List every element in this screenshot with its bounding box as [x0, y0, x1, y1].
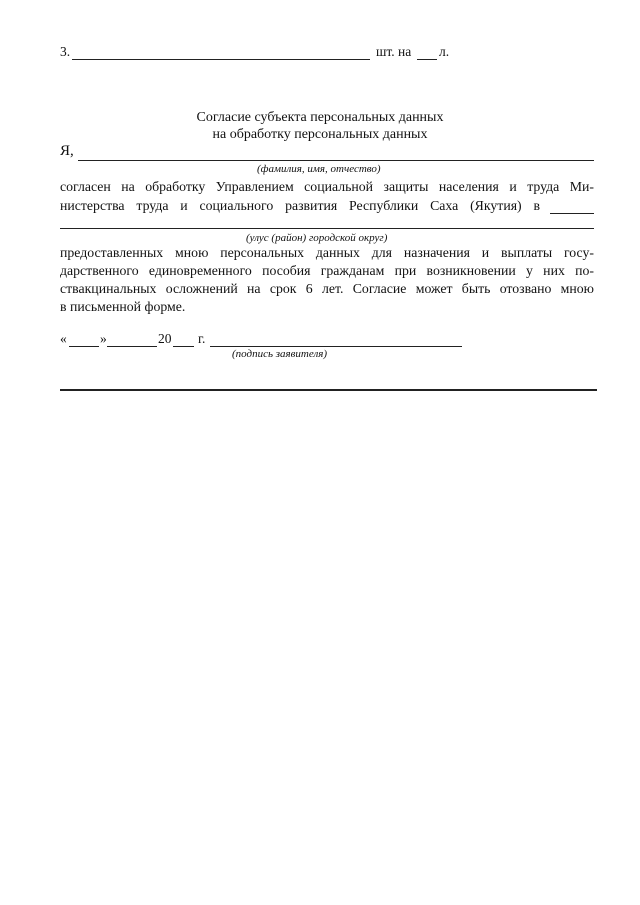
- body-line-4: в письменной форме.: [60, 299, 186, 314]
- date-month-line: [107, 346, 157, 347]
- consent-line-1: согласен на обработку Управлением социальной защиты населения и труда Ми-: [60, 179, 594, 194]
- attachment-number: 3.: [60, 44, 71, 59]
- document-title-line1: Согласие субъекта персональных данных: [196, 110, 444, 125]
- district-line: [60, 228, 594, 229]
- date-year-prefix: 20: [158, 331, 172, 346]
- consent-location-blank: [550, 213, 594, 214]
- body-line-1: предоставленных мною персональных данных для назначения и выплаты госу-: [60, 245, 594, 260]
- document-title-line2: на обработку персональных данных: [212, 127, 428, 142]
- signature-caption: (подпись заявителя): [232, 348, 328, 360]
- bottom-separator: [60, 389, 597, 391]
- pieces-label: шт. на: [376, 44, 412, 59]
- date-quote-open: «: [60, 331, 67, 346]
- date-quote-close: »: [100, 331, 107, 346]
- date-year-suffix: г.: [198, 331, 206, 346]
- date-year-line: [173, 346, 194, 347]
- body-line-3: ствакцинальных осложнений на срок 6 лет. Согласие может быть отозвано мною: [60, 281, 594, 296]
- sheets-blank-line: [417, 59, 437, 60]
- consent-line-2: нистерства труда и социального развития Республики Саха (Якутия) в: [60, 198, 540, 213]
- applicant-prefix: Я,: [60, 143, 74, 159]
- attachment-blank-line: [72, 59, 370, 60]
- date-day-line: [69, 346, 99, 347]
- signature-line: [210, 346, 462, 347]
- applicant-name-line: [78, 160, 594, 161]
- sheets-label: л.: [439, 44, 450, 59]
- applicant-name-caption: (фамилия, имя, отчество): [257, 163, 381, 175]
- district-caption: (улус (район) городской округ): [246, 232, 388, 244]
- body-line-2: дарственного единовременного пособия гражданам при возникновении у них по-: [60, 263, 594, 278]
